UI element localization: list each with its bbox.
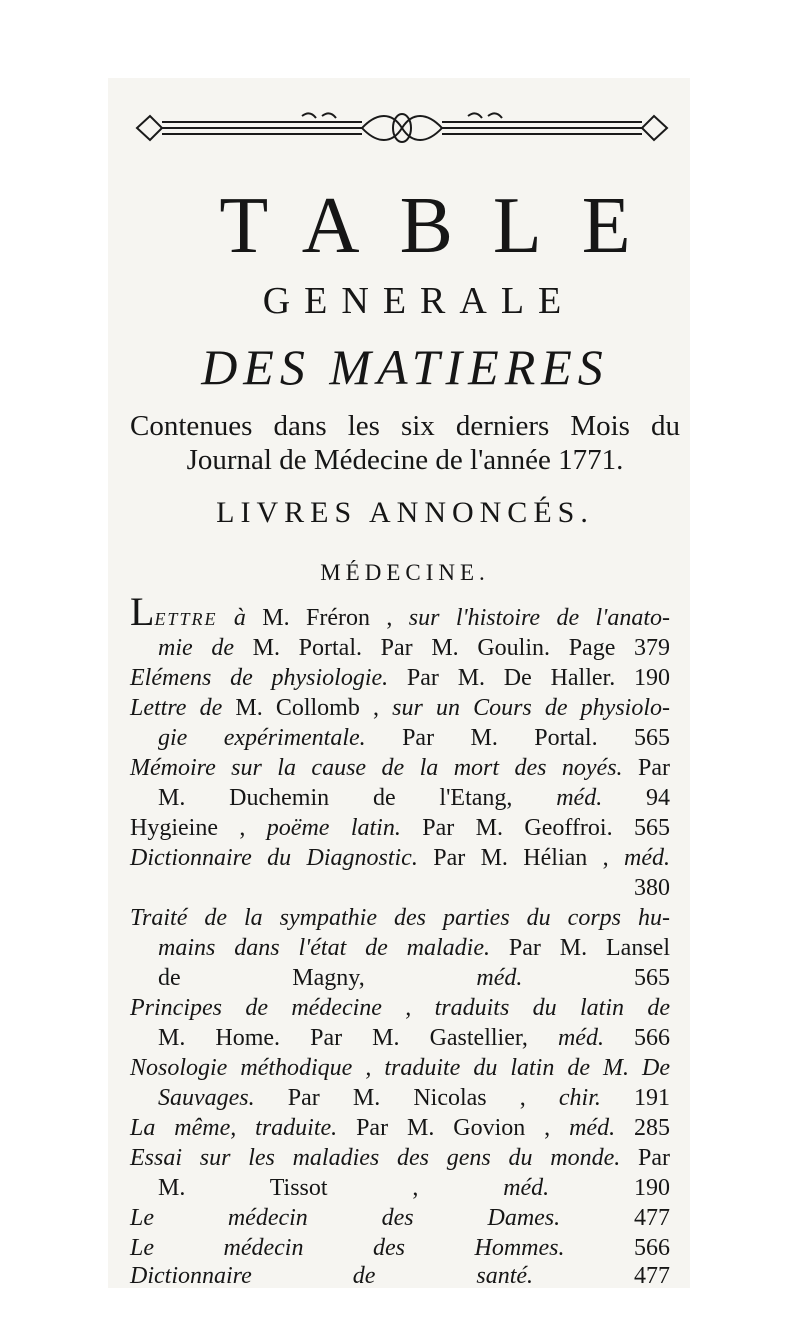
page-number: 477	[634, 1263, 671, 1289]
entry-line: mains dans l'état de maladie. Par M. Lansel	[158, 935, 670, 961]
page-number: 565	[634, 965, 670, 991]
entry-line: de Magny, méd. 565	[158, 965, 670, 991]
entry-line: Hygieine , poëme latin. Par M. Geoffroi. 565	[130, 815, 670, 841]
entry-line: Elémens de physiologie. Par M. De Haller. 190	[130, 665, 670, 691]
heading-livres: LIVRES ANNONCÉS.	[216, 496, 594, 529]
page-number: 94	[646, 785, 671, 811]
page-number: 477	[634, 1205, 671, 1231]
entry-line: M. Tissot , méd. 190	[158, 1175, 670, 1201]
entry-line: Lettre de M. Collomb , sur un Cours de physiolo-	[130, 695, 670, 721]
entry-line: mie de M. Portal. Par M. Goulin. Page 379	[158, 635, 671, 661]
subtitle-line-1: Contenues dans les six derniers Mois du	[130, 410, 680, 442]
entry-line	[130, 874, 670, 902]
entry-line: gie expérimentale. Par M. Portal. 565	[158, 725, 670, 751]
entry-line: Essai sur les maladies des gens du monde. Par	[130, 1145, 670, 1171]
entry-line: Le médecin des Hommes. 566	[130, 1235, 670, 1261]
page-number: 565	[634, 725, 670, 751]
entry-line: M. Duchemin de l'Etang, méd. 94	[158, 785, 671, 811]
entry-line: Sauvages. Par M. Nicolas , chir. 191	[158, 1085, 670, 1111]
entry-line: Traité de la sympathie des parties du corps hu-	[130, 905, 670, 931]
entry-line: Dictionnaire du Diagnostic. Par M. Hélian , méd.	[130, 845, 670, 871]
page-number: 190	[634, 1175, 670, 1201]
entry-line: Mémoire sur la cause de la mort des noyés. Par	[130, 755, 670, 781]
entry-line: La même, traduite. Par M. Govion , méd. 285	[130, 1115, 670, 1141]
title-matieres: DES MATIERES	[201, 339, 609, 395]
section-medecine: MÉDECINE.	[320, 560, 490, 585]
entry-line: LETTRE à M. Fréron , sur l'histoire de l'anato-	[130, 589, 670, 634]
subtitle-line-2: Journal de Médecine de l'année 1771.	[186, 444, 624, 476]
page-number: 379	[634, 635, 671, 661]
page-number: 190	[634, 665, 670, 691]
page-number: 285	[634, 1115, 670, 1141]
entry-line: Dictionnaire de santé. 477	[130, 1263, 671, 1289]
ornament-icon	[132, 108, 672, 148]
title-generale: GENERALE	[262, 280, 576, 322]
entry-line: Nosologie méthodique , traduite du latin de M. De	[130, 1055, 670, 1081]
entry-line: Le médecin des Dames. 477	[130, 1205, 671, 1231]
entry-line: M. Home. Par M. Gastellier, méd. 566	[158, 1025, 671, 1051]
page-number: 566	[634, 1025, 671, 1051]
page-number: 380	[634, 875, 670, 901]
title-table: TABLE	[219, 182, 671, 270]
entry-line: Principes de médecine , traduits du latin de	[130, 995, 670, 1021]
page-number: 566	[634, 1235, 670, 1261]
page-number: 191	[634, 1085, 670, 1111]
page-number: 565	[634, 815, 670, 841]
